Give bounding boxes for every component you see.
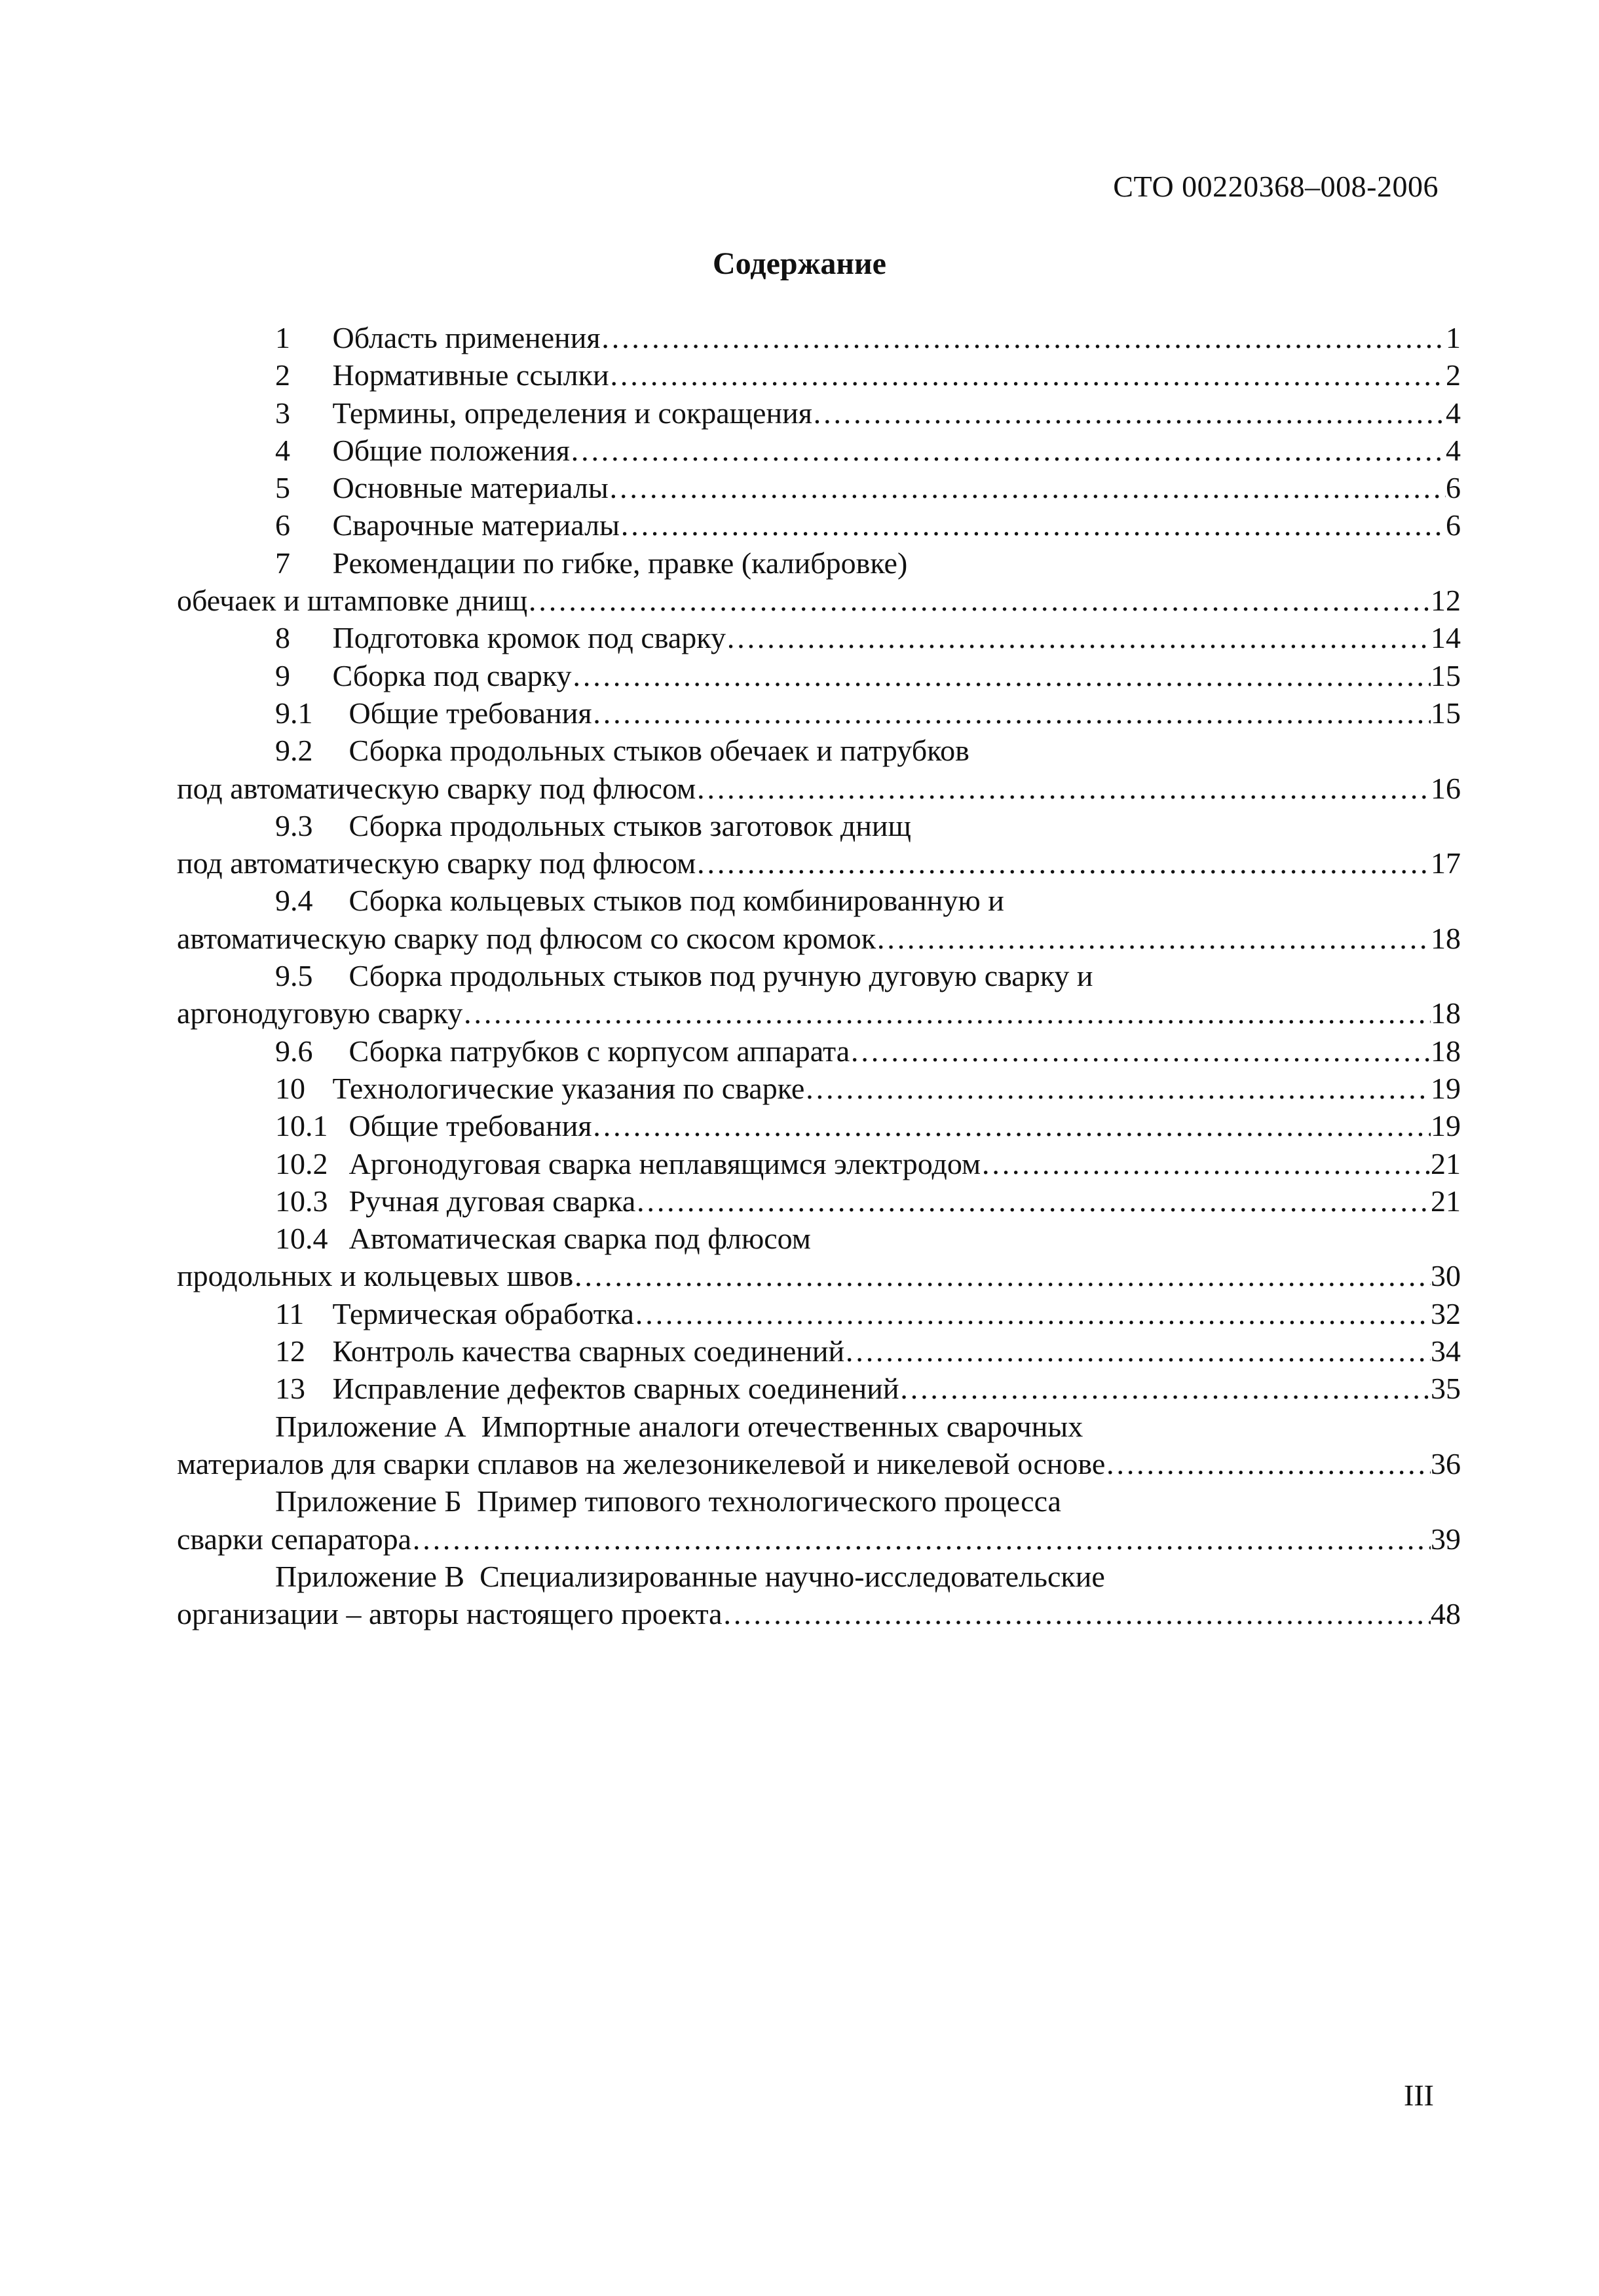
dot-leader xyxy=(462,994,1431,1032)
toc-entry-page: 48 xyxy=(1431,1597,1461,1631)
toc-entry-page: 15 xyxy=(1431,696,1461,730)
toc-entry xyxy=(177,1482,1461,1520)
toc-entry xyxy=(177,1370,1461,1407)
toc-entry xyxy=(177,1182,1461,1220)
toc-entry-title: Сборка патрубков с корпусом аппарата xyxy=(341,1034,850,1068)
toc-entry xyxy=(177,1145,1461,1182)
toc-entry-page: 6 xyxy=(1446,508,1461,542)
toc-entry-number: 9.6 xyxy=(275,1034,313,1068)
toc-entry-number: 9.1 xyxy=(275,696,313,730)
toc-entry xyxy=(177,1220,1461,1257)
toc-entry-number: 3 xyxy=(275,396,290,430)
toc-entry-page: 2 xyxy=(1446,358,1461,392)
dot-leader xyxy=(634,1295,1431,1332)
toc-entry-number: 10.2 xyxy=(275,1146,328,1180)
toc-entry-page: 30 xyxy=(1431,1259,1461,1293)
toc-entry-title: Термическая обработка xyxy=(325,1296,634,1330)
toc-entry-title: Специализированные научно-исследовательские xyxy=(464,1559,1105,1593)
toc-entry-page: 21 xyxy=(1431,1184,1461,1218)
toc-entry-title-continuation: продольных и кольцевых швов xyxy=(177,1259,574,1293)
toc-entry-title-continuation: аргонодуговую сварку xyxy=(177,996,463,1030)
toc-entry-continuation xyxy=(177,1257,1461,1294)
toc-entry-continuation xyxy=(177,770,1461,807)
toc-entry-number: 9.2 xyxy=(275,734,313,768)
dot-leader xyxy=(726,619,1431,656)
toc-entry-continuation xyxy=(177,1520,1461,1558)
toc-entry-number: 4 xyxy=(275,433,290,467)
toc-entry-number: 6 xyxy=(275,508,290,542)
page-number: III xyxy=(1404,2079,1434,2112)
toc-entry-continuation xyxy=(177,1445,1461,1482)
toc-entry-number: 9.5 xyxy=(275,959,313,993)
toc-entry xyxy=(177,1070,1461,1107)
toc-entry-number: Приложение Б xyxy=(275,1484,462,1518)
toc-entry-page: 19 xyxy=(1431,1109,1461,1143)
toc-entry-page: 35 xyxy=(1431,1372,1461,1406)
toc-entry-title-continuation: организации – авторы настоящего проекта xyxy=(177,1597,723,1631)
toc-entry-page: 1 xyxy=(1446,321,1461,354)
dot-leader xyxy=(1105,1445,1431,1482)
toc-entry-number: 9 xyxy=(275,658,290,692)
toc-entry-number: 11 xyxy=(275,1296,305,1330)
toc-entry-page: 18 xyxy=(1431,1034,1461,1068)
toc-entry-page: 14 xyxy=(1431,621,1461,655)
toc-entry-page: 32 xyxy=(1431,1296,1461,1330)
toc-entry-page: 6 xyxy=(1446,471,1461,505)
toc-entry xyxy=(177,1332,1461,1370)
toc-entry-title: Сборка продольных стыков заготовок днищ xyxy=(341,808,911,842)
toc-entry-number: 10.4 xyxy=(275,1222,328,1256)
document-code: СТО 00220368–008-2006 xyxy=(1113,170,1439,203)
toc-entry-title-continuation: под автоматическую сварку под флюсом xyxy=(177,771,696,805)
dot-leader xyxy=(696,770,1431,807)
toc-entry-page: 18 xyxy=(1431,996,1461,1030)
toc-entry xyxy=(177,882,1461,919)
toc-entry xyxy=(177,1408,1461,1445)
dot-leader xyxy=(570,432,1446,469)
toc-entry-page: 36 xyxy=(1431,1446,1461,1480)
dot-leader xyxy=(696,844,1431,882)
toc-entry-title: Сборка под сварку xyxy=(325,658,572,692)
toc-entry-title: Основные материалы xyxy=(325,471,609,505)
dot-leader xyxy=(850,1032,1431,1070)
toc-entry xyxy=(177,1107,1461,1144)
toc-entry-title: Сварочные материалы xyxy=(325,508,620,542)
toc-entry-number: 9.3 xyxy=(275,808,313,842)
toc-entry-continuation xyxy=(177,994,1461,1032)
toc-entry-title: Подготовка кромок под сварку xyxy=(325,621,726,655)
toc-entry-title: Общие положения xyxy=(325,433,570,467)
toc-entry-number: 1 xyxy=(275,321,290,354)
toc-entry-title: Термины, определения и сокращения xyxy=(325,396,812,430)
toc-entry-number: Приложение В xyxy=(275,1559,465,1593)
dot-leader xyxy=(804,1070,1431,1107)
toc-entry xyxy=(177,319,1461,356)
toc-entry-page: 18 xyxy=(1431,921,1461,955)
dot-leader xyxy=(876,920,1431,957)
toc-entry-page: 15 xyxy=(1431,658,1461,692)
toc-entry-title: Технологические указания по сварке xyxy=(325,1071,805,1105)
toc-entry-title: Нормативные ссылки xyxy=(325,358,609,392)
toc-entry-number: 5 xyxy=(275,471,290,505)
toc-entry xyxy=(177,807,1461,844)
dot-leader xyxy=(981,1145,1431,1182)
toc-entry-page: 4 xyxy=(1446,396,1461,430)
toc-entry-title-continuation: автоматическую сварку под флюсом со скосом кромок xyxy=(177,921,876,955)
toc-entry-title: Аргонодуговая сварка неплавящимся электродом xyxy=(341,1146,981,1180)
toc-entry-title: Ручная дуговая сварка xyxy=(341,1184,636,1218)
toc-entry xyxy=(177,506,1461,544)
toc-entry-page: 21 xyxy=(1431,1146,1461,1180)
dot-leader xyxy=(812,394,1446,432)
page-title: Содержание xyxy=(713,246,886,281)
dot-leader xyxy=(573,1257,1431,1294)
toc-entry-title: Общие требования xyxy=(341,1109,592,1143)
toc-entry-title: Автоматическая сварка под флюсом xyxy=(341,1222,811,1256)
dot-leader xyxy=(609,469,1446,506)
toc-entry xyxy=(177,356,1461,394)
toc-entry xyxy=(177,469,1461,506)
toc-entry xyxy=(177,1032,1461,1070)
toc-entry-number: 10.3 xyxy=(275,1184,328,1218)
toc-entry-page: 4 xyxy=(1446,433,1461,467)
toc-entry-page: 34 xyxy=(1431,1334,1461,1368)
toc-entry-title: Сборка продольных стыков под ручную дуговую сварку и xyxy=(341,959,1093,993)
toc-entry-number: 9.4 xyxy=(275,884,313,918)
dot-leader xyxy=(572,657,1431,694)
toc-entry xyxy=(177,657,1461,694)
toc-entry-continuation xyxy=(177,920,1461,957)
toc-entry xyxy=(177,544,1461,582)
toc-entry-title: Сборка продольных стыков обечаек и патрубков xyxy=(341,734,969,768)
dot-leader xyxy=(411,1520,1431,1558)
toc-entry-number: 10 xyxy=(275,1071,305,1105)
toc-entry-title: Общие требования xyxy=(341,696,592,730)
dot-leader xyxy=(899,1370,1431,1407)
toc-entry-title: Область применения xyxy=(325,321,601,354)
toc-entry-number: 7 xyxy=(275,546,290,580)
toc-entry-number: 8 xyxy=(275,621,290,655)
toc-entry xyxy=(177,1295,1461,1332)
toc-entry xyxy=(177,394,1461,432)
toc-entry xyxy=(177,694,1461,732)
toc-entry-title: Сборка кольцевых стыков под комбинированную и xyxy=(341,884,1004,918)
toc-entry-continuation xyxy=(177,1595,1461,1632)
toc-entry-title: Импортные аналоги отечественных сварочных xyxy=(466,1409,1083,1443)
toc-entry xyxy=(177,732,1461,769)
dot-leader xyxy=(723,1595,1431,1632)
toc-entry-title-continuation: материалов для сварки сплавов на железоникелевой и никелевой основе xyxy=(177,1446,1106,1480)
dot-leader xyxy=(601,319,1446,356)
dot-leader xyxy=(635,1182,1431,1220)
toc-entry xyxy=(177,432,1461,469)
toc-entry-continuation xyxy=(177,844,1461,882)
toc-entry-number: 2 xyxy=(275,358,290,392)
toc-entry xyxy=(177,619,1461,656)
toc-entry-number: Приложение А xyxy=(275,1409,466,1443)
toc-entry-page: 16 xyxy=(1431,771,1461,805)
toc-entry-page: 39 xyxy=(1431,1522,1461,1556)
toc-entry-number: 13 xyxy=(275,1372,305,1406)
dot-leader xyxy=(620,506,1446,544)
dot-leader xyxy=(592,694,1431,732)
toc-entry-title-continuation: под автоматическую сварку под флюсом xyxy=(177,846,696,880)
toc-entry-title-continuation: сварки сепаратора xyxy=(177,1522,411,1556)
dot-leader xyxy=(609,356,1446,394)
dot-leader xyxy=(527,582,1431,619)
table-of-contents xyxy=(177,319,1461,1632)
toc-entry-title: Контроль качества сварных соединений xyxy=(325,1334,845,1368)
toc-entry-title: Исправление дефектов сварных соединений xyxy=(325,1372,899,1406)
dot-leader xyxy=(592,1107,1431,1144)
toc-entry xyxy=(177,1558,1461,1595)
toc-entry-title-continuation: обечаек и штамповке днищ xyxy=(177,584,528,618)
toc-entry-continuation xyxy=(177,582,1461,619)
toc-entry-page: 12 xyxy=(1431,584,1461,618)
toc-entry-title: Рекомендации по гибке, правке (калибровке) xyxy=(325,546,908,580)
toc-entry-page: 17 xyxy=(1431,846,1461,880)
toc-entry-number: 12 xyxy=(275,1334,305,1368)
toc-entry xyxy=(177,957,1461,994)
toc-entry-page: 19 xyxy=(1431,1071,1461,1105)
toc-entry-number: 10.1 xyxy=(275,1109,328,1143)
toc-entry-title: Пример типового технологического процесса xyxy=(461,1484,1061,1518)
dot-leader xyxy=(844,1332,1431,1370)
